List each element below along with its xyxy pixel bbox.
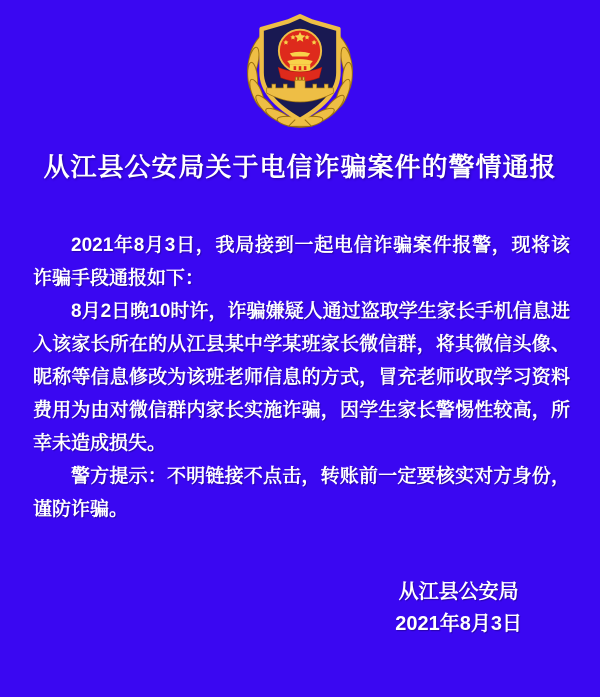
- notice-body: [33, 229, 570, 526]
- notice-paragraph-police-tip: 警方提示：不明链接不点击，转账前一定要核实对方身份，谨防诈骗。: [33, 466, 570, 520]
- notice-title: 从江县公安局关于电信诈骗案件的警情通报: [43, 152, 557, 182]
- signature-date: 2021年8月3日: [395, 613, 522, 635]
- police-badge-icon: [236, 6, 364, 134]
- notice-paragraph-intro: 2021年8月3日，我局接到一起电信诈骗案件报警，现将该诈骗手段通报如下：: [33, 235, 570, 289]
- notice-paragraph-case-detail: 8月2日晚10时许，诈骗嫌疑人通过盗取学生家长手机信息进入该家长所在的从江县某中学某班家长微信群，将其微信头像、昵称等信息修改为该班老师信息的方式，冒充老师收取学习资料费用为由对微信群内家长实施诈骗，因学生家长警惕性较高，所幸未造成损失。: [33, 301, 570, 454]
- signature-block: [395, 576, 522, 640]
- signature-agency: 从江县公安局: [398, 581, 519, 603]
